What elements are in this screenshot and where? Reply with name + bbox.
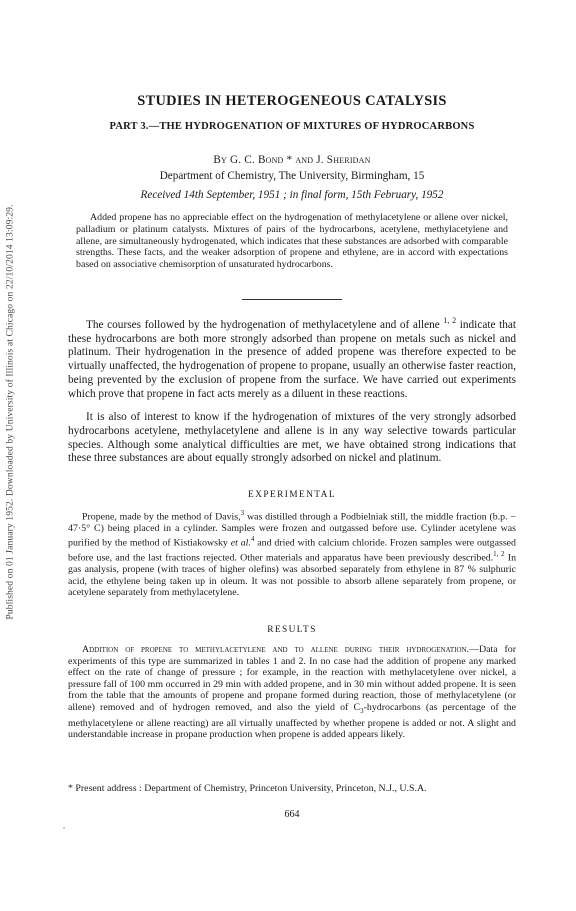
- paper-title: STUDIES IN HETEROGENEOUS CATALYSIS: [137, 93, 447, 109]
- intro-paragraph-1: [68, 314, 516, 402]
- results-heading: RESULTS: [267, 625, 317, 635]
- watermark-text: Published on 01 January 1952. Downloaded by University of Illinois at Chicago on 22/10/2014 13:09:29.: [4, 204, 16, 620]
- affiliation: Department of Chemistry, The University, Birmingham, 15: [159, 170, 425, 182]
- experimental-heading: EXPERIMENTAL: [248, 490, 336, 500]
- results-text: -hydrocarbons (as percentage of the methylacetylene or allene reacting) are all virtually unaffected by whether propene is added or not. A slight and understandable increase in propane production when propene is added appears likely.: [68, 701, 516, 741]
- reference-marker: 1, 2: [443, 316, 457, 325]
- reference-marker: 4: [250, 535, 255, 544]
- subscript: 3: [360, 706, 364, 715]
- reference-marker: 1, 2: [493, 550, 505, 559]
- scan-speck: •: [63, 826, 66, 832]
- authors-line: By G. C. Bond * and J. Sheridan: [213, 154, 371, 166]
- experimental-text: and dried with calcium chloride. Frozen samples were outgassed before use, and the last fractions rejected. Other materials and apparatus have been previously described.: [68, 537, 516, 564]
- results-text: —Data for experiments of this type are summarized in tables 1 and 2. In no case had the addition of propene any marked effect on the rate of change of pressure ; for example, in the reaction with methylacetylene over nickel, a pressure fall of 100 mm occurred in 29 min with added propene, and in 30 min without added propene. It is seen from the table that the amounts of propene and propane formed during reaction, those of methylacetylene (or allene) removed and of hydrogen removed, and also the yield of C: [68, 644, 517, 713]
- abstract: Added propene has no appreciable effect on the hydrogenation of methylacetylene or allene over nickel, palladium or platinum catalysts. Mixtures of pairs of the hydrocarbons, acetylene, methylacetylene and allene, are simultaneously hydrogenated, which indicates that these substances are adsorbed with comparable strengths. These facts, and the weaker adsorption of propene and ethylene, are in accord with expectations based on associative chemisorption of unsaturated hydrocarbons.: [76, 212, 508, 271]
- experimental-paragraph: [68, 508, 516, 599]
- page-number: 664: [284, 809, 300, 820]
- experimental-text: Propene, made by the method of Davis,: [82, 511, 241, 523]
- intro-text: indicate that these hydrocarbons are both more strongly adsorbed than propene on metals such as nickel and platinum. Their hydrogenation in the presence of added propene was therefore expected to be virtually unaffected, the hydrogenation of propene to propane, usually an otherwise faster reaction, being prevented by the exclusion of propene from the surface. We have carried out experiments which prove that propene in fact acts merely as a diluent in these reactions.: [68, 318, 517, 400]
- experimental-text: In gas analysis, propene (with traces of higher olefins) was absorbed separately from ethylene in 87 % sulphuric acid, the ethylene being taken up in oleum. It was not possible to absorb allene separately from propene, or acetylene separately from methylacetylene.: [68, 552, 517, 599]
- et-al: et al.: [230, 537, 251, 549]
- experimental-text: was distilled through a Podbielniak still, the middle fraction (b.p. − 47·5° C) being placed in a cylinder. Samples were frozen and outgassed before use. Cylinder acetylene was purified by the method of Kistiakowsky: [68, 511, 517, 549]
- results-paragraph: [68, 644, 516, 741]
- received-date: Received 14th September, 1951 ; in final form, 15th February, 1952: [140, 189, 444, 201]
- intro-paragraph-2: It is also of interest to know if the hydrogenation of mixtures of the very strongly adsorbed hydrocarbons acetylene, methylacetylene and allene is in any way selective towards particular species. Although some analytical difficulties are met, we have obtained strong indications that these three substances are about equally strongly adsorbed on nickel and platinum.: [68, 411, 516, 465]
- download-watermark: [0, 0, 20, 911]
- section-divider: [242, 299, 342, 300]
- intro-text: The courses followed by the hydrogenation of methylacetylene and of allene: [86, 318, 444, 331]
- reference-marker: 3: [240, 509, 245, 517]
- paper-subtitle: PART 3.—THE HYDROGENATION OF MIXTURES OF HYDROCARBONS: [109, 121, 475, 132]
- results-subheading: Addition of propene to methylacetylene and to allene during their hydrogenation.: [82, 644, 470, 655]
- footnote: * Present address : Department of Chemistry, Princeton University, Princeton, N.J., U.S.A.: [68, 783, 427, 794]
